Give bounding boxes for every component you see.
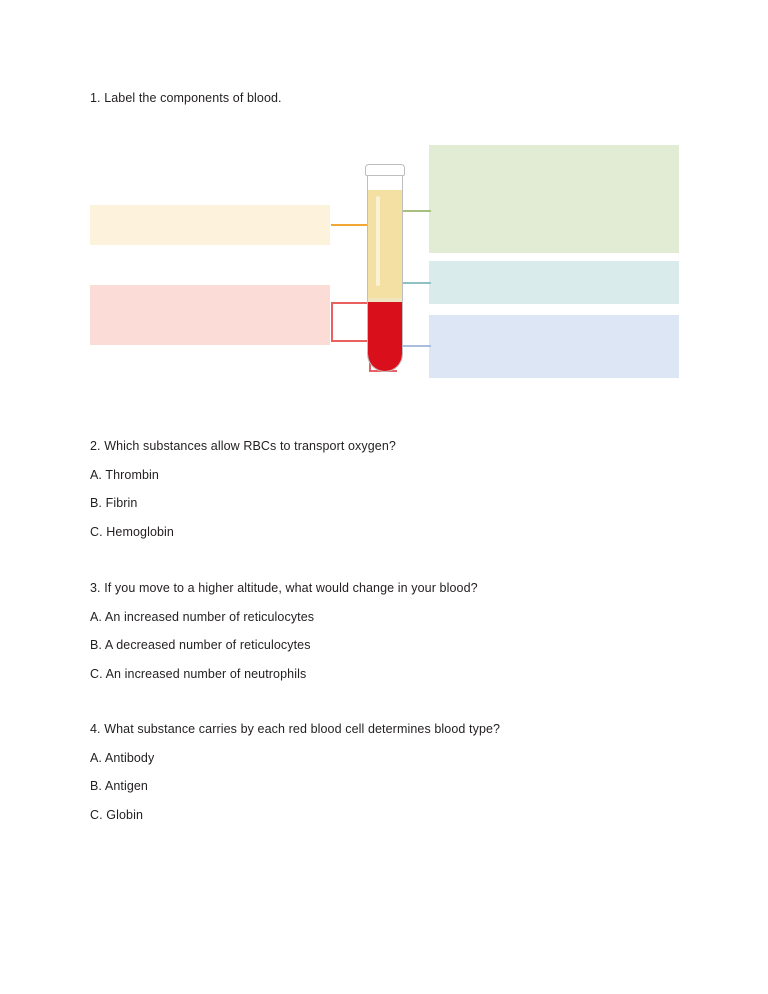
question-3-prompt: 3. If you move to a higher altitude, what would change in your blood? <box>90 581 478 595</box>
connector-cells-left-top-arm <box>331 302 369 304</box>
connector-cells-left-bracket <box>331 302 333 340</box>
label-box-right-middle[interactable] <box>429 261 679 304</box>
blood-components-diagram <box>90 140 680 380</box>
connector-cells-left-bottom-arm <box>331 340 369 342</box>
question-4-choice-b[interactable]: B. Antigen <box>90 779 148 793</box>
connector-plasma-left <box>331 224 369 226</box>
question-3-choice-a[interactable]: A. An increased number of reticulocytes <box>90 609 315 624</box>
question-4-choice-a[interactable]: A. Antibody <box>90 750 155 765</box>
label-box-right-bottom[interactable] <box>429 315 679 378</box>
red-blood-cell-layer <box>368 302 402 371</box>
question-1-prompt: 1. Label the components of blood. <box>90 91 282 105</box>
test-tube-lip <box>365 164 405 176</box>
question-2-choice-c[interactable]: C. Hemoglobin <box>90 524 174 539</box>
test-tube-icon <box>365 160 405 375</box>
question-3-choice-c[interactable]: C. An increased number of neutrophils <box>90 666 307 681</box>
question-3-block <box>90 580 690 682</box>
question-2-choice-b[interactable]: B. Fibrin <box>90 496 138 510</box>
label-box-left-bottom[interactable] <box>90 285 330 345</box>
test-tube-body <box>367 172 403 372</box>
question-4-choice-c[interactable]: C. Globin <box>90 807 144 822</box>
plasma-layer <box>368 190 402 298</box>
tube-highlight <box>376 196 380 286</box>
label-box-right-top[interactable] <box>429 145 679 253</box>
question-3-choice-b[interactable]: B. A decreased number of reticulocytes <box>90 638 311 652</box>
question-2-prompt: 2. Which substances allow RBCs to transport oxygen? <box>90 439 396 453</box>
question-2-choice-a[interactable]: A. Thrombin <box>90 467 159 482</box>
question-4-block <box>90 721 690 823</box>
question-4-prompt: 4. What substance carries by each red blood cell determines blood type? <box>90 722 501 736</box>
label-box-left-top[interactable] <box>90 205 330 245</box>
question-2-block <box>90 438 690 540</box>
